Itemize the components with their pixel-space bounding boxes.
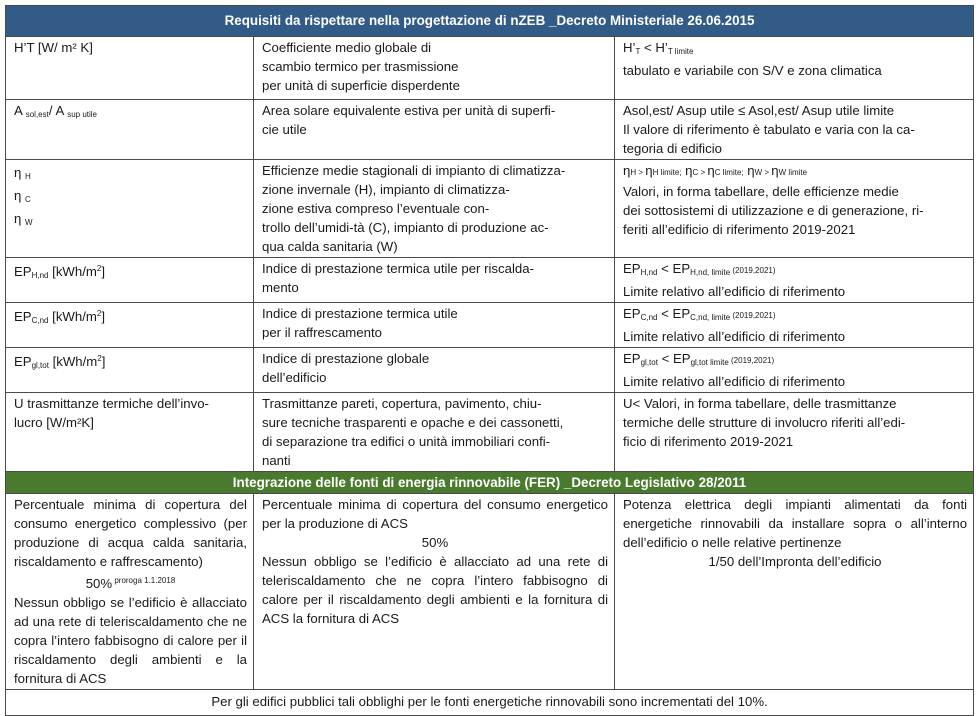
param-cell: $EP_{H,nd}$ $[kWh/m^2]$ <box>6 258 254 303</box>
param-cell: A $_{sol,est}$/ A $_{sup utile}$ <box>6 100 254 160</box>
table-row <box>6 160 974 258</box>
footer-note: Per gli edifici pubblici tali obblighi per le fonti energetiche rinnovabili sono incrementati del 10%. <box>6 690 974 716</box>
param-cell: η $_H$ η $_C$ η $_W$ <box>6 160 254 258</box>
fer-col-acs: Percentuale minima di copertura del consumo energetico per la produzione di ACS 50% Nessun obbligo se l’edificio è allacciato ad una rete di teleriscaldamento che ne copra l’intero fabbisogno di calore per il riscaldamento degli ambienti e la fornitura di ACS la fornitura di ACS <box>254 494 615 690</box>
requirement-cell: $EP_{C,nd} < EP_{C,nd, limite}$ (2019,2021) Limite relativo all’edificio di riferimento <box>615 303 974 348</box>
fer-total-percentage: 50% $^{proroga 1.1.2018}$ <box>85 576 176 591</box>
table-row <box>6 393 974 472</box>
requirement-cell: $EP_{H,nd} < EP_{H,nd, limite}$ (2019,2021) Limite relativo all’edificio di riferimento <box>615 258 974 303</box>
main-header-row <box>6 6 974 37</box>
fer-header-row <box>6 472 974 494</box>
requirement-cell: $H’_T$ < $H’_{T limite}$ tabulato e variabile con S/V e zona climatica <box>615 37 974 100</box>
requirement-cell: ηH > ηH limite; ηC > ηC limite; ηW > ηW limite Valori, in forma tabellare, delle efficienze medie dei sottosistemi di utilizzazione e di generazione, ri- feriti all’edificio di riferimento 2019-2021 <box>615 160 974 258</box>
description-cell: Coefficiente medio globale di scambio termico per trasmissione per unità di superficie disperdente <box>254 37 615 100</box>
description-cell: Indice di prestazione termica utile per il raffrescamento <box>254 303 615 348</box>
description-cell: Trasmittanze pareti, copertura, pavimento, chiu- sure tecniche trasparenti e opache e dei cassonetti, di separazione tra edifici o unità immobiliari confi- nanti <box>254 393 615 472</box>
table-row <box>6 258 974 303</box>
param-cell: $EP_{gl,tot}$ $[kWh/m^2]$ <box>6 348 254 393</box>
fer-col-total: Percentuale minima di copertura del consumo energetico complessivo (per produzione di acqua calda sanitaria, riscaldamento e raffrescamento) 50% $^{proroga 1.1.2018}$ Nessun obbligo se l’edificio è allacciato ad una rete di teleriscaldamento che ne copra l’intero fabbisogno di calore per il riscaldamento degli ambienti e la fornitura di ACS <box>6 494 254 690</box>
table-row <box>6 303 974 348</box>
param-cell: $EP_{C,nd}$ $[kWh/m^2]$ <box>6 303 254 348</box>
param-cell: U trasmittanze termiche dell’invo- lucro [W/m²K] <box>6 393 254 472</box>
requirement-cell: $EP_{gl,tot} < EP_{gl,tot limite}$ (2019,2021) Limite relativo all’edificio di riferimento <box>615 348 974 393</box>
fer-col-power: Potenza elettrica degli impianti alimentati da fonti energetiche rinnovabili da installare sopra o all’interno dell’edificio o nelle relative pertinenze 1/50 dell’Impronta dell’edificio <box>615 494 974 690</box>
description-cell: Area solare equivalente estiva per unità di superfi- cie utile <box>254 100 615 160</box>
fer-acs-percentage: 50% <box>421 535 449 550</box>
description-cell: Efficienze medie stagionali di impianto di climatizza- zione invernale (H), impianto di climatizza- zione estiva compreso l’eventuale con- trollo dell’umidi-tà (C), impianto di produzione ac- qua calda sanitaria (W) <box>254 160 615 258</box>
table-row <box>6 100 974 160</box>
param-cell: H’T [W/ m² K] <box>6 37 254 100</box>
fer-header: Integrazione delle fonti di energia rinnovabile (FER) _Decreto Legislativo 28/2011 <box>6 472 974 494</box>
requirement-cell: Asol,est/ Asup utile ≤ Asol,est/ Asup utile limite Il valore di riferimento è tabulato e varia con la ca- tegoria di edificio <box>615 100 974 160</box>
fer-power-value: 1/50 dell’Impronta dell’edificio <box>708 554 882 569</box>
requirement-cell: U< Valori, in forma tabellare, delle trasmittanze termiche delle strutture di involucro riferiti all’edi- ficio di riferimento 2019-2021 <box>615 393 974 472</box>
requirements-document <box>5 5 973 716</box>
nzeb-requirements-table <box>5 5 974 716</box>
description-cell: Indice di prestazione globale dell’edificio <box>254 348 615 393</box>
table-row <box>6 348 974 393</box>
table-row <box>6 37 974 100</box>
footer-row <box>6 690 974 716</box>
fer-row <box>6 494 974 690</box>
description-cell: Indice di prestazione termica utile per riscalda- mento <box>254 258 615 303</box>
main-header: Requisiti da rispettare nella progettazione di nZEB _Decreto Ministeriale 26.06.2015 <box>6 6 974 37</box>
